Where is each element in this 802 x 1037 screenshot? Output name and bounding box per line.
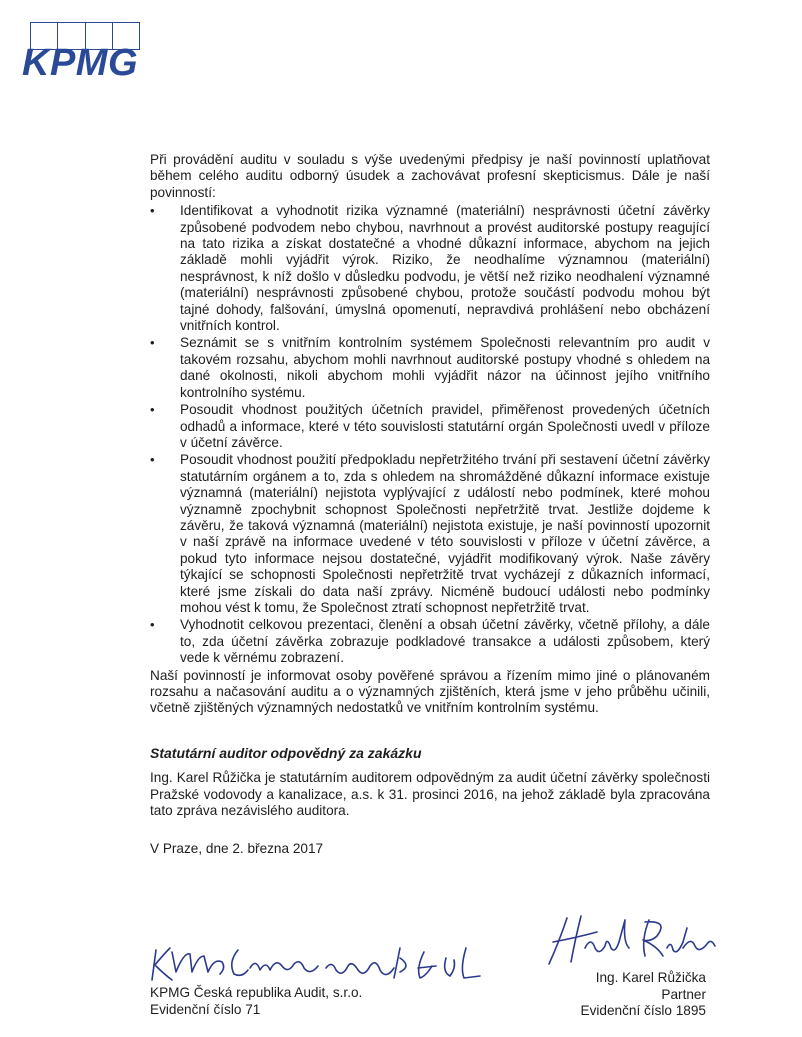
list-item	[150, 452, 710, 616]
logo-text: KPMG	[22, 42, 138, 84]
auditor-paragraph: Ing. Karel Růžička je statutárním auditorem odpovědným za audit účetní závěrky společnosti Pražské vodovody a kanalizace, a.s. k 31. prosinci 2016, na jehož základě byla zpracována tato zpráva nezávislého auditora.	[150, 770, 710, 819]
list-item	[150, 402, 710, 451]
bullet-icon: •	[150, 452, 155, 468]
auditor-heading: Statutární auditor odpovědný za zakázku	[150, 744, 422, 761]
company-registration-number: Evidenční číslo 71	[150, 1001, 261, 1017]
duties-list	[150, 203, 710, 666]
list-item	[150, 617, 710, 666]
bullet-icon: •	[150, 402, 155, 418]
report-body	[150, 152, 710, 858]
company-signature	[150, 938, 490, 988]
kpmg-logo	[22, 22, 140, 84]
auditor-signature	[545, 912, 720, 972]
list-item	[150, 335, 710, 401]
company-name: KPMG Česká republika Audit, s.r.o.	[150, 985, 363, 1000]
bullet-icon: •	[150, 617, 155, 633]
auditor-registration-number: Evidenční číslo 1895	[580, 1003, 706, 1018]
list-item-text: Seznámit se s vnitřním kontrolním systémem Společnosti relevantním pro audit v takovém rozsahu, abychom mohli navrhnout auditorské postupy vhodné s ohledem na dané okolnosti, nikoli abychom mohli vyjádřit názor na účinnost jejího vnitřního kontrolního systému.	[180, 335, 710, 400]
closing-paragraph: Naší povinností je informovat osoby pověřené správou a řízením mimo jiné o plánovaném rozsahu a načasování auditu a o významných zjištěních, která jsme v jeho průběhu učinili, včetně zjištěných významných nedostatků ve vnitřním kontrolním systému.	[150, 667, 710, 716]
auditor-name: Ing. Karel Růžička	[595, 970, 706, 985]
bullet-icon: •	[150, 335, 155, 351]
auditor-role: Partner	[661, 986, 706, 1002]
auditor-signature-block	[581, 970, 706, 1020]
list-item	[150, 203, 710, 334]
list-item-text: Posoudit vhodnost použití předpokladu nepřetržitého trvání při sestavení účetní závěrky statutárním orgánem a to, zda s ohledem na shromážděné důkazní informace existuje významná (materiální) nejistota vyplývající z událostí nebo podmínek, které mohou významně zpochybnit schopnost Společnosti nepřetržitě trvat. Jestliže dojdeme k závěru, že taková významná (materiální) nejistota existuje, je naší povinností upozornit v naší zprávě na informace uvedené v této souvislosti v příloze v účetní závěrce, a pokud tyto informace nejsou dostatečné, vyjádřit modifikovaný výrok. Naše závěry týkající se schopnosti Společnosti nepřetržitě trvat vycházejí z důkazních informací, které jsme získali do data naší zprávy. Nicméně budoucí události nebo podmínky mohou vést k tomu, že Společnost ztratí schopnost nepřetržitě trvat.	[180, 452, 710, 615]
company-signature-block	[150, 985, 362, 1018]
bullet-icon: •	[150, 203, 155, 219]
list-item-text: Posoudit vhodnost použitých účetních pravidel, přiměřenost provedených účetních odhadů a informace, které v této souvislosti statutární orgán Společnosti uvedl v příloze v účetní závěrce.	[180, 402, 710, 450]
date-line: V Praze, dne 2. března 2017	[150, 841, 324, 857]
intro-paragraph: Při provádění auditu v souladu s výše uvedenými předpisy je naší povinností uplatňovat během celého auditu odborný úsudek a zachovávat profesní skepticismus. Dále je naší povinností:	[150, 152, 710, 200]
list-item-text: Vyhodnotit celkovou prezentaci, členění a obsah účetní závěrky, včetně přílohy, a dále to, zda účetní závěrka zobrazuje podkladové transakce a události způsobem, který vede k věrnému zobrazení.	[180, 617, 710, 666]
list-item-text: Identifikovat a vyhodnotit rizika významné (materiální) nesprávnosti účetní závěrky způsobené podvodem nebo chybou, navrhnout a provést auditorské postupy reagující na tato rizika a získat dostatečné a vhodné důkazní informace, abychom na jejich základě mohli vyjádřit výrok. Riziko, že neodhalíme významnou (materiální) nesprávnost, k níž došlo v důsledku podvodu, je větší než riziko neodhalení významné (materiální) nesprávnosti způsobené chybou, protože součástí podvodu mohou být tajné dohody, falšování, úmyslná opomenutí, nepravdivá prohlášení nebo obcházení vnitřních kontrol.	[180, 203, 710, 334]
